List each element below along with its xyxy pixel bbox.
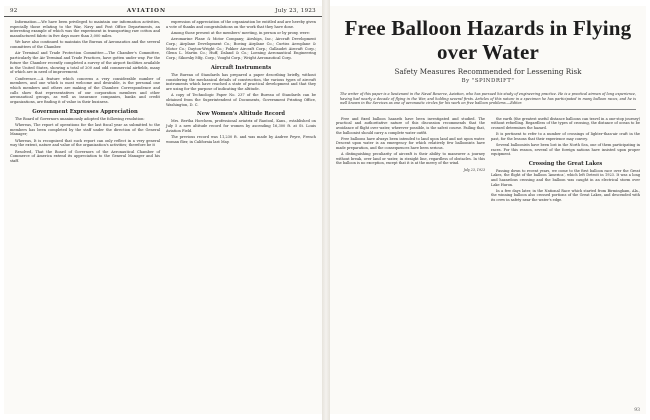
paragraph: Resolved, That the Board of Governors of the Aeronautical Chamber of Commerce of America extend its appreciation to the General Manager and his staff.: [10, 149, 160, 164]
paragraph: The previous record was 11,230 ft. and was made by Andree Peyre, French woman flier, in California last May.: [166, 135, 316, 144]
paragraph: Whereas, The report of operations for the last fiscal year as submitted to the members has been completed by the staff under the direction of the General Manager;: [10, 123, 160, 137]
paragraph: The Board of Governors unanimously adopted the following resolution:: [15, 116, 145, 121]
paragraph: Aeromarine Plane & Motor Company; Airships, Inc.; Aircraft Development Corp.; Airplane Development Co.; Boeing Airplane Co.; Curtiss Aeroplane & Motor Co.; Dayton-Wright Co.; Fokker Aircraft Corp.; Gallaudet Aircraft Corp.; Glenn L. Martin Co.; Huff, Daland & Co.; Loening Aeronautical Engineering Corp.; Sikorsky Mfg. Corp.; Vought Corp.; Wright Aeronautical Corp.: [166, 37, 316, 61]
paragraph: In a few days later, in the National Race which started from Birmingham, Ala., the winning balloon also crossed portions of the Great Lakes, and descended with its crew in safety near the water's edge.: [491, 188, 640, 202]
left-column-2: [166, 20, 316, 165]
right-column-2: [491, 117, 640, 204]
left-column-1: [10, 20, 160, 165]
paragraph: Free and fixed balloon hazards have been investigated and studied. The practical and authoritative nature of this discussion recommends that the avoidance of flight over water, wherever possible, is the safest course. Failing that, the balloonist should carry a complete water outfit.: [336, 116, 485, 135]
page-gutter: [322, 0, 330, 420]
section-heading: Government Expresses Appreciation: [32, 108, 138, 115]
paragraph: the earth (the greatest useful distance balloons can travel in a one-stop journey) without refuelling. Regardless of the types of crossing, the distance of ocean to be crossed determines the hazard.: [491, 116, 640, 130]
paragraph: Among those present at the members' meeting, in person or by proxy, were:: [171, 31, 310, 35]
article-banner: [330, 6, 646, 88]
paragraph: We have also continued to maintain the Bureau of Aeronautics and the several committees of the Chamber.: [10, 40, 160, 50]
paragraph: Mrs. Bertha Horchem, professional aviatrix of Rantoul, Kans., established on July 5 a new altitude record for women by ascending 16,300 ft. at St. Louis Aviation Field.: [166, 119, 316, 133]
left-running-title: AVIATION: [126, 8, 166, 14]
right-page: [330, 6, 646, 414]
paragraph: Conference.—A feature which concerns a very considerable number of members, and one which is most welcome and desirable, is the personal one which members and others are making of the Chamber. Correspondence and calls show that representatives of our corporation members and other aeronautical groups, as well as insurance companies, banks and credit organizations, are finding it of value in their business.: [10, 76, 160, 105]
paragraph: Passing down to recent years, we come to the first balloon race over the Great Lakes, the flight of the balloon ‘America’, which left Detroit in 1923. It was a long and hazardous crossing and the balloon was caught in an electrical storm over Lake Huron.: [491, 168, 640, 187]
left-page-number: 92: [10, 8, 18, 14]
article-headline: Free Balloon Hazards in Flying over Water: [344, 16, 632, 64]
left-page-date: July 23, 1923: [275, 8, 316, 14]
editor-note: The writer of this paper is a lieutenant in the Naval Reserve, Aviation, who has pursued his study of engineering practice. He is a practical airman of long experience, having had nearly a decade of flying in the War, and holding several firsts. Articles of this nature in a specimen he has participated in many balloon races, and he is well known in the Services as one of aeronautic circles for his work on free balloon problems.—Editor.: [340, 92, 636, 110]
footer-note: July 23, 1923: [463, 167, 485, 172]
left-page-columns: [4, 17, 322, 168]
paragraph: The Bureau of Standards has prepared a paper describing briefly, without considering the mechanical details of construction, the various types of aircraft instruments which have reached a state of practical development and that they are using for the purpose of indicating the altitude.: [166, 72, 316, 91]
left-page: [4, 6, 322, 414]
left-page-header: [4, 6, 322, 17]
section-heading: Crossing the Great Lakes: [528, 160, 603, 167]
right-page-columns: [330, 114, 646, 207]
paragraph: Whereas, It is recognized that such report can only reflect in a very general way the extent, nature and value of the organization's activities; therefore be it: [10, 138, 160, 148]
paragraph: A copy of Technologic Paper No. 237 of the Bureau of Standards can be obtained from the Superintendent of Documents, Government Printing Office, Washington, D. C.: [166, 93, 316, 107]
paragraph: Free balloons have always been intended to land upon land and not upon water. Descent upon water is an emergency for which relatively few balloonists have made preparation, and the consequences have been serious.: [336, 136, 485, 150]
paragraph: It is pertinent to refer to a number of crossings of lighter-than-air craft in the past, for the lessons that their experience may convey.: [491, 132, 640, 141]
section-heading: New Women's Altitude Record: [197, 111, 285, 118]
article-byline: By "SPINDRIFT": [461, 78, 515, 84]
paragraph: A distinguishing peculiarity of aircraft is their ability to maneuver a journey without break, over land or water, in straight line, regardless of obstacles. In this the balloon is no exception, except that it is at the mercy of the wind.: [336, 152, 485, 166]
right-page-number: 93: [634, 408, 640, 413]
paragraph: Air Terminal and Trade Protection Committee.—The Chamber's Committee, particularly the Air Terminal and Trade Practices, have gotten under way. For the future the Chamber recently completed a survey of the airport facilities available in the United States, showing a total of 200 and odd commercial airfields, many of which are in need of improvement.: [10, 51, 160, 75]
right-column-1: [336, 117, 485, 204]
paragraph: expression of appreciation of the organization be entitled and are hereby given a vote of thanks and congratulations on the work that they have done.: [166, 20, 316, 29]
paragraph: Information.—We have been privileged to maintain our information activities, especially those relating to the War, Navy and Post Office Departments, an interesting example of which was the experiment in transporting raw cotton and manufactured fabric in five days more than 3,000 miles.: [10, 20, 160, 39]
section-heading: Aircraft Instruments: [210, 64, 272, 71]
paragraph: Several balloonists have been lost in the North Sea, one of them participating in races. For this reason, several of the foreign nations have insisted upon proper equipment.: [491, 142, 640, 157]
article-subhead: Safety Measures Recommended for Lessening Risk: [394, 67, 582, 76]
